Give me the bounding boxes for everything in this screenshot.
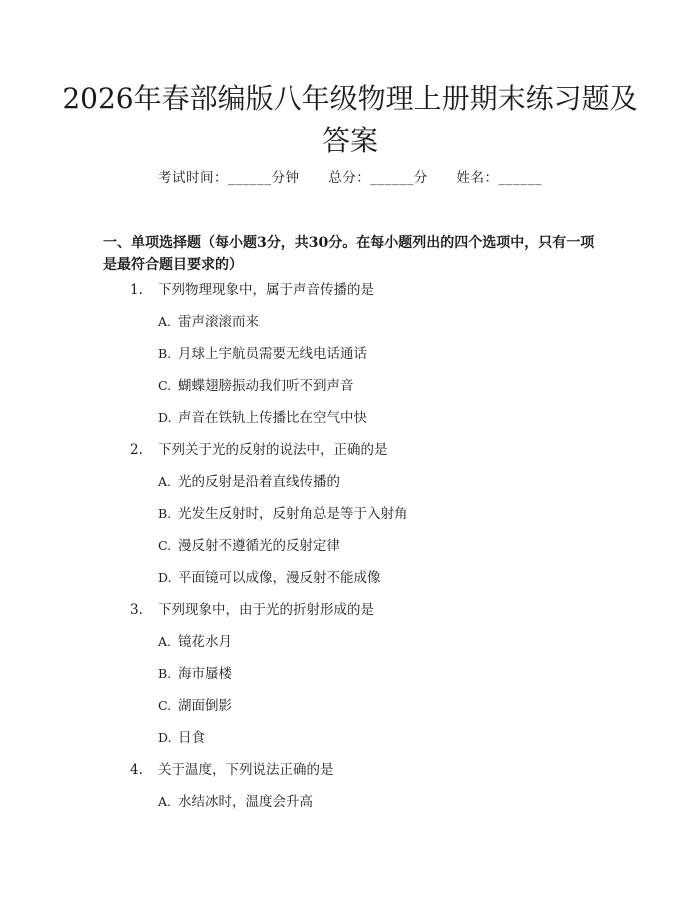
total-score-label: 总分：: [328, 170, 371, 186]
question-number: 3.: [130, 602, 143, 618]
question-text: 下列关于光的反射的说法中，正确的是: [158, 442, 388, 458]
option-letter: A.: [158, 474, 172, 489]
question-number: 4.: [130, 762, 143, 778]
option-text: 声音在铁轨上传播比在空气中快: [178, 410, 367, 426]
question-stem: [0, 280, 700, 312]
question-number: 2.: [130, 442, 143, 458]
option-letter: C.: [158, 538, 172, 553]
question-stem: [0, 600, 700, 632]
answer-option: [0, 568, 700, 600]
total-score-unit: 分: [413, 170, 428, 186]
question-number: 1.: [130, 282, 143, 298]
option-letter: A.: [158, 794, 172, 809]
option-text: 海市蜃楼: [178, 666, 232, 682]
answer-option: [0, 664, 700, 696]
question-text: 下列现象中，由于光的折射形成的是: [158, 602, 374, 618]
option-letter: B.: [158, 346, 172, 361]
option-text: 漫反射不遵循光的反射定律: [178, 538, 340, 554]
student-name-blank: ______: [498, 170, 543, 186]
answer-option: [0, 728, 700, 760]
document-title: 2026年春部编版八年级物理上册期末练习题及答案: [62, 82, 638, 157]
option-text: 镜花水月: [178, 634, 232, 650]
option-letter: B.: [158, 666, 172, 681]
answer-option: [0, 536, 700, 568]
student-name-label: 姓名：: [456, 170, 499, 186]
section-heading-single-choice: 一、单项选择题（每小题3分，共30分。在每小题列出的四个选项中，只有一项是最符合题目要求的）: [103, 235, 595, 273]
answer-option: [0, 632, 700, 664]
answer-option: [0, 792, 700, 824]
option-text: 月球上宇航员需要无线电话通话: [178, 346, 367, 362]
option-letter: D.: [158, 570, 172, 585]
option-letter: D.: [158, 730, 172, 745]
option-text: 雷声滚滚而来: [178, 314, 259, 330]
question-text: 下列物理现象中，属于声音传播的是: [158, 282, 374, 298]
answer-option: [0, 312, 700, 344]
answer-option: [0, 472, 700, 504]
option-text: 蝴蝶翅膀振动我们听不到声音: [178, 378, 354, 394]
answer-option: [0, 696, 700, 728]
option-letter: B.: [158, 506, 172, 521]
answer-option: [0, 376, 700, 408]
option-letter: C.: [158, 698, 172, 713]
option-text: 光的反射是沿着直线传播的: [178, 474, 340, 490]
answer-option: [0, 504, 700, 536]
question-list: [0, 280, 700, 824]
option-text: 平面镜可以成像，漫反射不能成像: [178, 570, 381, 586]
option-text: 光发生反射时，反射角总是等于入射角: [178, 506, 408, 522]
option-letter: C.: [158, 378, 172, 393]
answer-option: [0, 408, 700, 440]
exam-time-blank: ______: [227, 170, 272, 186]
option-letter: A.: [158, 634, 172, 649]
total-score-blank: ______: [370, 170, 414, 186]
option-text: 湖面倒影: [178, 698, 232, 714]
exam-time-unit: 分钟: [271, 170, 300, 186]
option-text: 日食: [178, 730, 205, 746]
option-letter: D.: [158, 410, 172, 425]
question-text: 关于温度，下列说法正确的是: [158, 762, 334, 778]
option-text: 水结冰时，温度会升高: [178, 794, 313, 810]
question-stem: [0, 440, 700, 472]
option-letter: A.: [158, 314, 172, 329]
exam-info-line: [0, 168, 700, 188]
question-stem: [0, 760, 700, 792]
answer-option: [0, 344, 700, 376]
exam-time-label: 考试时间：: [157, 170, 228, 186]
